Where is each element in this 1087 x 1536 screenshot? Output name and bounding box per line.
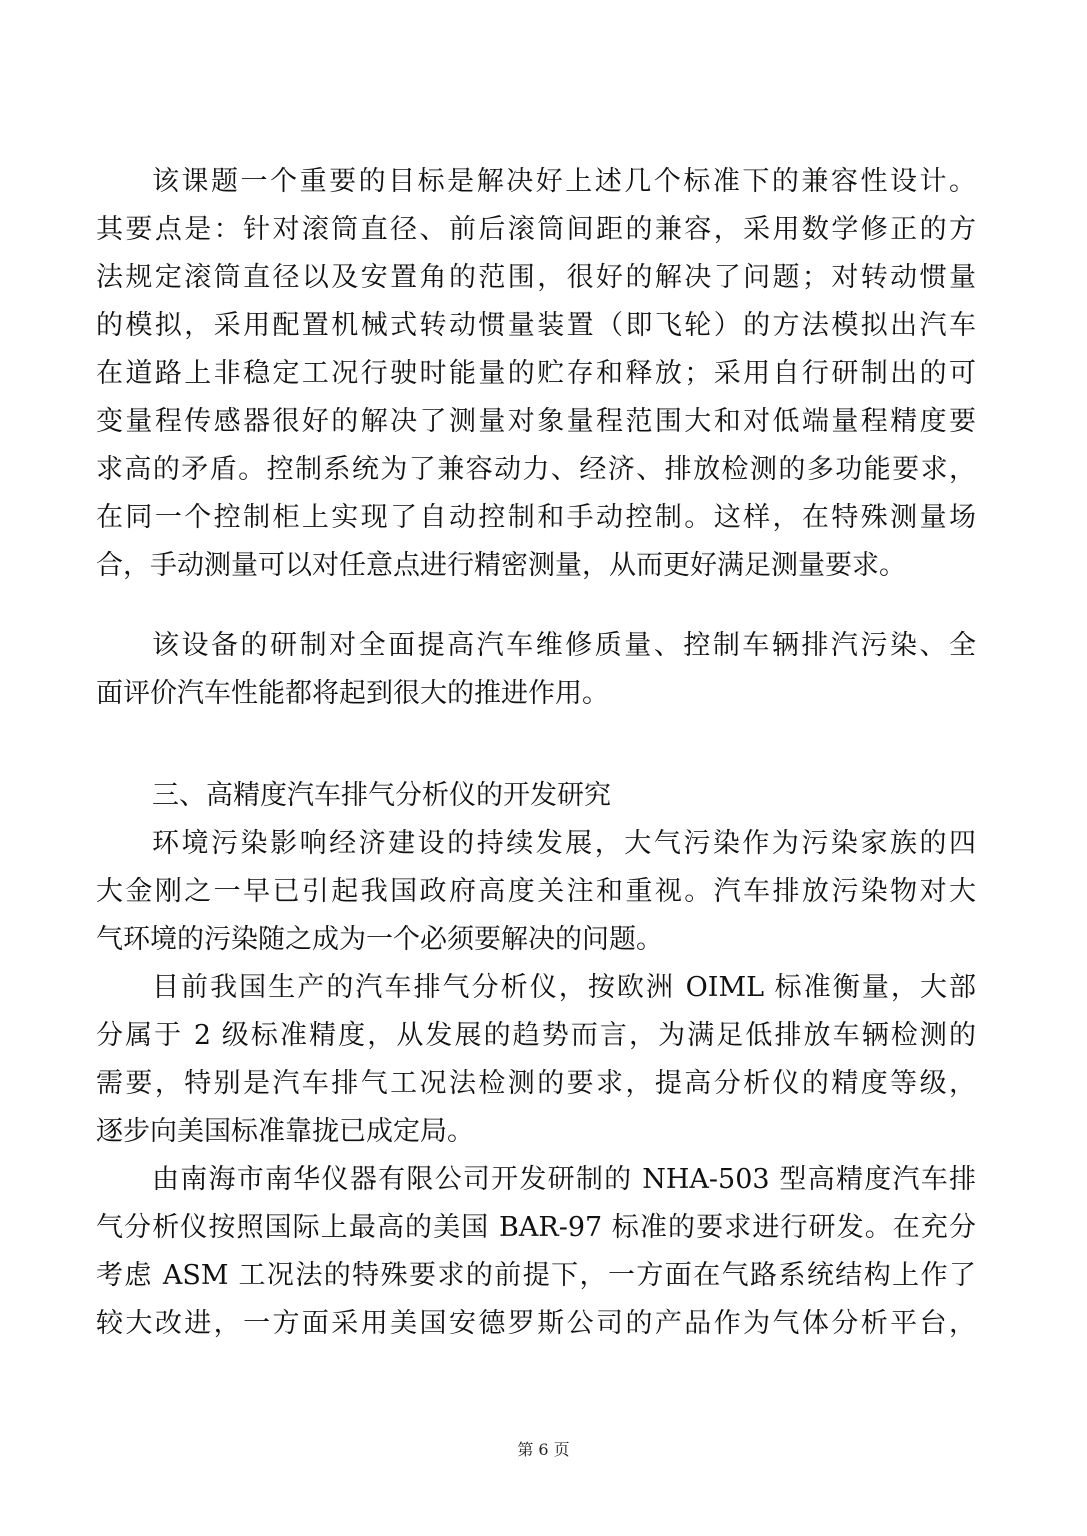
paragraph-1-line-6: 变量程传感器很好的解决了测量对象量程范围大和对低端量程精度要 — [96, 406, 976, 437]
paragraph-5-line-1: 由南海市南华仪器有限公司开发研制的 NHA-503 型高精度汽车排 — [152, 1164, 976, 1195]
paragraph-5-line-4: 较大改进，一方面采用美国安德罗斯公司的产品作为气体分析平台， — [96, 1308, 976, 1339]
paragraph-3-line-2: 大金刚之一早已引起我国政府高度关注和重视。汽车排放污染物对大 — [96, 876, 976, 907]
paragraph-1-line-5: 在道路上非稳定工况行驶时能量的贮存和释放；采用自行研制出的可 — [96, 358, 976, 389]
paragraph-4-line-1: 目前我国生产的汽车排气分析仪，按欧洲 OIML 标准衡量，大部 — [152, 972, 976, 1003]
paragraph-1-line-9: 合，手动测量可以对任意点进行精密测量，从而更好满足测量要求。 — [96, 550, 906, 581]
paragraph-5-line-3: 考虑 ASM 工况法的特殊要求的前提下，一方面在气路系统结构上作了 — [96, 1260, 976, 1291]
paragraph-4-line-2: 分属于 2 级标准精度，从发展的趋势而言，为满足低排放车辆检测的 — [96, 1020, 976, 1051]
paragraph-1-line-2: 其要点是：针对滚筒直径、前后滚筒间距的兼容，采用数学修正的方 — [96, 214, 976, 245]
paragraph-1-line-3: 法规定滚筒直径以及安置角的范围，很好的解决了问题；对转动惯量 — [96, 262, 976, 293]
paragraph-2-line-1: 该设备的研制对全面提高汽车维修质量、控制车辆排汽污染、全 — [152, 630, 976, 661]
paragraph-4-line-3: 需要，特别是汽车排气工况法检测的要求，提高分析仪的精度等级， — [96, 1068, 976, 1099]
paragraph-1-line-7: 求高的矛盾。控制系统为了兼容动力、经济、排放检测的多功能要求， — [96, 454, 976, 485]
paragraph-3-line-1: 环境污染影响经济建设的持续发展，大气污染作为污染家族的四 — [152, 828, 976, 859]
paragraph-1-line-1: 该课题一个重要的目标是解决好上述几个标准下的兼容性设计。 — [152, 166, 976, 197]
paragraph-3-line-3: 气环境的污染随之成为一个必须要解决的问题。 — [96, 924, 663, 955]
paragraph-5-line-2: 气分析仪按照国际上最高的美国 BAR-97 标准的要求进行研发。在充分 — [96, 1212, 976, 1243]
paragraph-1-line-4: 的模拟，采用配置机械式转动惯量装置（即飞轮）的方法模拟出汽车 — [96, 310, 976, 341]
section-heading: 三、高精度汽车排气分析仪的开发研究 — [152, 780, 611, 811]
paragraph-4-line-4: 逐步向美国标准靠拢已成定局。 — [96, 1116, 474, 1147]
paragraph-2-line-2: 面评价汽车性能都将起到很大的推进作用。 — [96, 678, 609, 709]
page-number: 第 6 页 — [517, 1440, 570, 1459]
paragraph-1-line-8: 在同一个控制柜上实现了自动控制和手动控制。这样，在特殊测量场 — [96, 502, 976, 533]
